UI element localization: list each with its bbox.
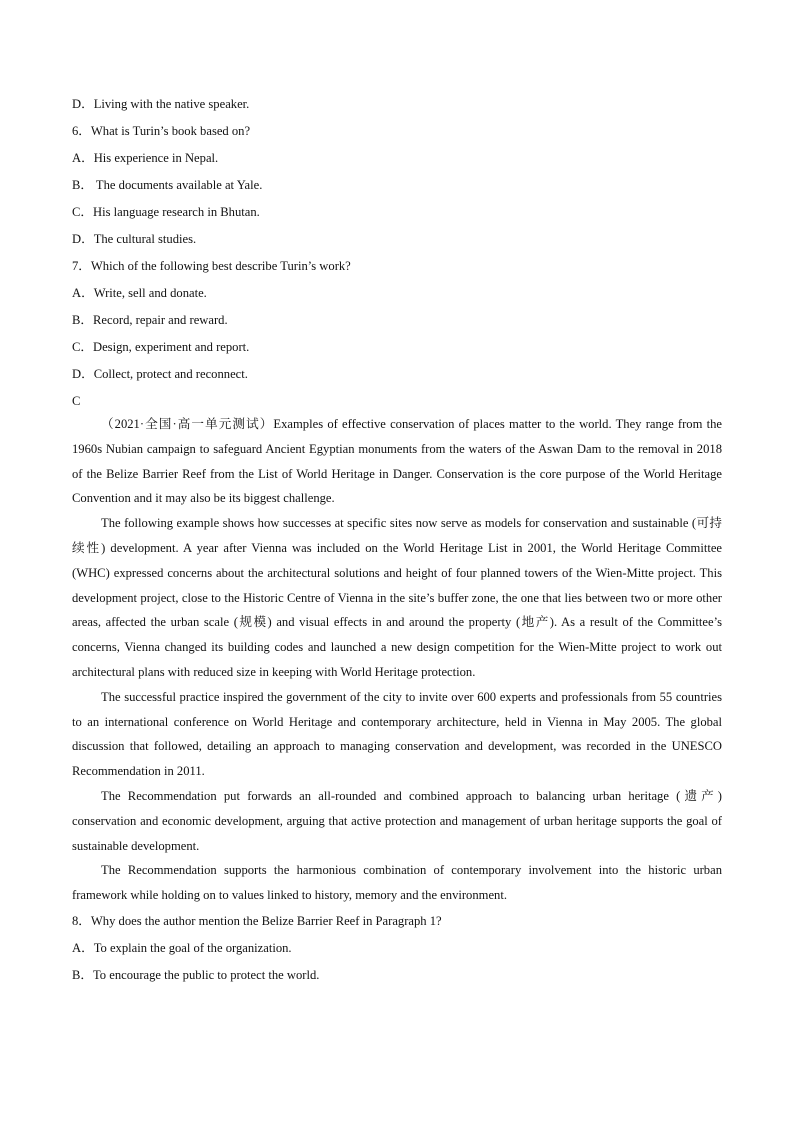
q6-option-c: C．His language research in Bhutan. xyxy=(72,205,260,219)
q8-option-a: A．To explain the goal of the organization. xyxy=(72,940,292,955)
q7-option-c: C．Design, experiment and report. xyxy=(72,340,250,354)
passage-paragraph-3: The successful practice inspired the government of the city to invite over 600 experts and professionals from 55 countries to an international conference on World Heritage and contemporary architecture, held in Vienna in May 2005. The global discussion that followed, detailing an approach to managing conservation and development, was recorded in the UNESCO Recommendation in 2011. xyxy=(72,689,722,779)
q5-option-d: D．Living with the native speaker. xyxy=(72,97,250,111)
passage-paragraph-1: （2021·全国·高一单元测试）Examples of effective conservation of places matter to the world. They range from the 1960s Nubian campaign to safeguard Ancient Egyptian monuments from the waters of the Aswan Dam to the removal in 2018 of the Belize Barrier Reef from the List of World Heritage in Danger. Conservation is the core purpose of the World Heritage Convention and it may also be its biggest challenge. xyxy=(72,417,722,506)
section-c-letter: C xyxy=(72,394,81,408)
q6-option-b: B． The documents available at Yale. xyxy=(72,178,263,192)
q7-option-d: D．Collect, protect and reconnect. xyxy=(72,367,248,381)
passage-paragraph-2: The following example shows how successes at specific sites now serve as models for conservation and sustainable (可持续性) development. A year after Vienna was included on the World Heritage List in 2001, the World Heritage Committee (WHC) expressed concerns about the architectural solutions and height of four planned towers of the Wien-Mitte project. This development project, close to the Historic Centre of Vienna in the site’s buffer zone, the one that lies between two or more other areas, affected the urban scale (规模) and visual effects in and around the property (地产). As a result of the Committee’s concerns, Vienna changed its building codes and launched a new design competition for the Wien-Mitte project to work out architectural plans with reduced size in keeping with World Heritage protection. xyxy=(72,516,722,679)
passage-paragraph-4: The Recommendation put forwards an all-rounded and combined approach to balancing urban heritage (遗产) conservation and economic development, arguing that active protection and management of urban heritage supports the goal of sustainable development. xyxy=(72,788,722,853)
q7-question: 7．Which of the following best describe Turin’s work? xyxy=(72,259,351,273)
q6-option-d: D．The cultural studies. xyxy=(72,232,197,246)
q8-question: 8．Why does the author mention the Belize Barrier Reef in Paragraph 1? xyxy=(72,913,442,928)
passage-paragraph-5: The Recommendation supports the harmonious combination of contemporary involvement into the historic urban framework while holding on to values linked to history, memory and the environment. xyxy=(72,863,722,903)
q6-question: 6．What is Turin’s book based on? xyxy=(72,124,251,138)
document-page xyxy=(72,94,722,992)
q8-option-b: B．To encourage the public to protect the world. xyxy=(72,967,320,982)
q7-option-a: A．Write, sell and donate. xyxy=(72,286,207,300)
q6-option-a: A．His experience in Nepal. xyxy=(72,151,219,165)
q7-option-b: B．Record, repair and reward. xyxy=(72,313,228,327)
